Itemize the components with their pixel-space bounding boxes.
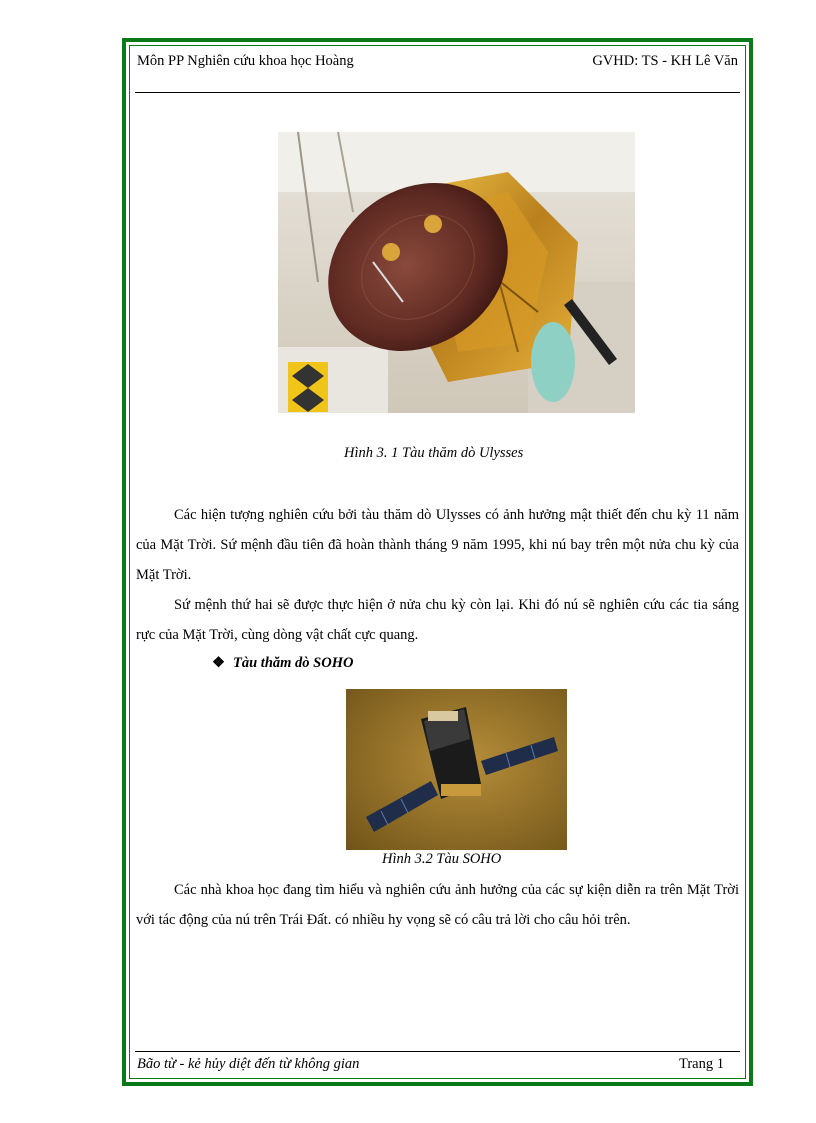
paragraph-soho: Các nhà khoa học đang tìm hiểu và nghiên cứu ảnh hưởng của các sự kiện diễn ra trên Mặt Trời với tác động của nú trên Trái Đất. có nhiều hy vọng sẽ có câu trả lời cho câu hỏi trên. xyxy=(136,882,739,928)
section-heading-soho xyxy=(212,655,353,672)
section-heading-text: Tàu thăm dò SOHO xyxy=(233,655,354,671)
paragraph-ulysses-1: Các hiện tượng nghiên cứu bởi tàu thăm dò Ulysses có ảnh hưởng mật thiết đến chu kỳ 11 năm của Mặt Trời. Sứ mệnh đầu tiên đã hoàn thành tháng 9 năm 1995, khi nú bay trên một nửa chu kỳ của Mặt Trời. xyxy=(136,507,739,583)
diamond-bullet-icon: ❖ xyxy=(212,655,225,671)
figure-1-caption: Hình 3. 1 Tàu thăm dò Ulysses xyxy=(344,445,524,461)
footer-divider xyxy=(135,1051,740,1052)
paragraph-ulysses-2: Sứ mệnh thứ hai sẽ được thực hiện ở nửa chu kỳ còn lại. Khi đó nú sẽ nghiên cứu các tia sáng rực của Mặt Trời, cùng dòng vật chất cực quang. xyxy=(136,597,739,643)
figure-2-caption: Hình 3.2 Tàu SOHO xyxy=(382,851,502,867)
header-course-title: Môn PP Nghiên cứu khoa học Hoàng xyxy=(137,53,354,69)
header-divider xyxy=(135,92,740,93)
header-instructor: GVHD: TS - KH Lê Văn xyxy=(592,53,738,69)
footer-document-title: Bão từ - kẻ hủy diệt đến từ không gian xyxy=(137,1056,360,1072)
ulysses-photo xyxy=(278,132,635,413)
page-number: Trang 1 xyxy=(679,1056,724,1072)
soho-photo xyxy=(346,689,567,850)
